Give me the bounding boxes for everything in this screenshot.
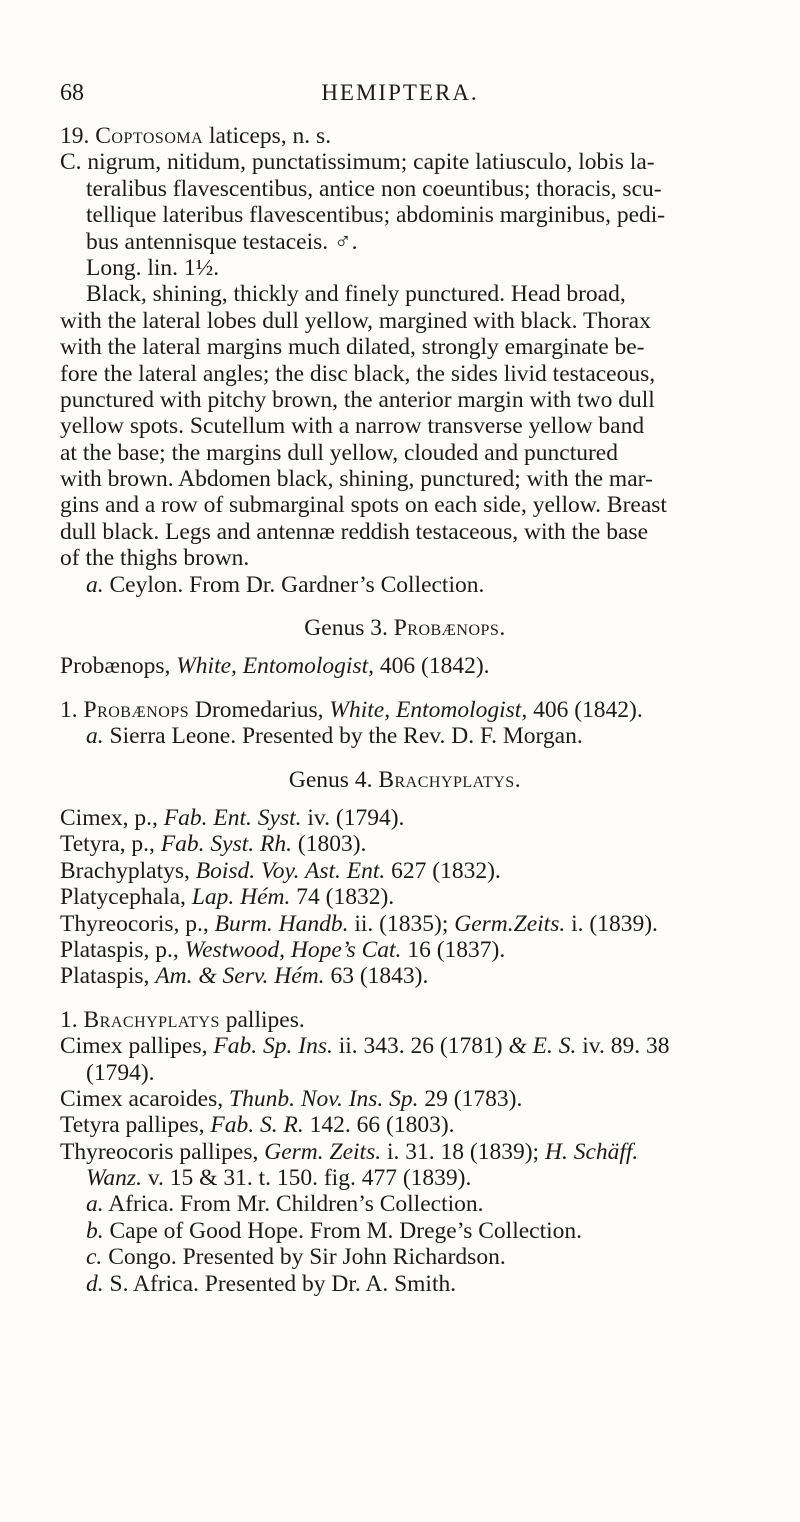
length-line: Long. lin. 1½. — [86, 254, 220, 281]
species-number: 1. — [60, 1006, 84, 1033]
reference-detail: 142. 66 (1803). — [303, 1112, 455, 1139]
reference-continuation: (1794). — [86, 1059, 155, 1086]
reference-citation: H. Schäff. — [544, 1138, 639, 1165]
genus-name: Coptosoma — [95, 123, 204, 149]
specimen-text: Ceylon. From Dr. Gardner’s Collection. — [103, 571, 485, 598]
specimen-letter: d. — [86, 1270, 104, 1297]
specimen-text: Congo. Presented by Sir John Richardson. — [102, 1244, 506, 1271]
synonym-name: Tetyra, p., — [60, 831, 161, 858]
description-line: yellow spots. Scutellum with a narrow transverse yellow band — [60, 413, 645, 440]
reference-detail: 29 (1783). — [418, 1085, 523, 1112]
reference-name: Cimex pallipes, — [60, 1033, 214, 1060]
reference-line — [60, 1139, 750, 1165]
reference-detail: v. 15 & 31. t. 150. fig. 477 (1839). — [141, 1165, 472, 1192]
latin-description-line: C. nigrum, nitidum, punctatissimum; capite latiusculo, lobis la- — [60, 149, 655, 176]
reference-detail: iv. 89. 38 — [576, 1033, 670, 1060]
page-number: 68 — [60, 80, 84, 106]
reference-citation: Thunb. Nov. Ins. Sp. — [229, 1085, 419, 1112]
synonym-line — [60, 653, 750, 679]
synonym-line — [60, 963, 750, 989]
description-line: with the lateral lobes dull yellow, margined with black. Thorax — [60, 307, 651, 334]
reference-line — [60, 1112, 750, 1138]
synonym-date: iv. (1794). — [301, 804, 405, 831]
synonym-date: 74 (1832). — [290, 884, 395, 911]
reference-name: Cimex acaroides, — [60, 1085, 230, 1112]
synonym-citation: Boisd. Voy. Ast. Ent. — [195, 857, 386, 884]
specimen-text: Cape of Good Hope. From M. Drege’s Collection. — [103, 1217, 583, 1244]
species-number: 1. — [60, 696, 84, 723]
synonym-date: ii. (1835); — [348, 910, 455, 937]
synonym-citation: Am. & Serv. Hém. — [155, 963, 325, 990]
species-epithet: pallipes. — [219, 1006, 305, 1033]
latin-description-line: bus antennisque testaceis. ♂. — [86, 228, 358, 255]
reference-citation: Fab. S. R. — [210, 1112, 304, 1139]
specimen-letter: a. — [86, 1191, 104, 1218]
genus-label: Genus 4. — [288, 766, 379, 793]
specimen-entry — [60, 572, 750, 598]
genus-heading — [60, 615, 750, 641]
synonym-line — [60, 884, 750, 910]
reference-citation: & E. S. — [508, 1033, 577, 1060]
synonym-date: 16 (1837). — [401, 936, 506, 963]
synonym-name: Probænops, — [60, 653, 177, 680]
specimen-entry — [60, 1218, 750, 1244]
synonym-line — [60, 858, 750, 884]
species-epithet: Dromedarius, — [189, 696, 330, 723]
synonym-line — [60, 831, 750, 857]
synonym-date: i. (1839). — [565, 910, 658, 937]
specimen-entry — [60, 723, 750, 749]
genus-name: Brachyplatys — [83, 1006, 220, 1033]
synonym-date: (1803). — [292, 831, 367, 858]
synonym-name: Brachyplatys, — [60, 857, 196, 884]
specimen-letter: b. — [86, 1217, 104, 1244]
synonym-citation: Fab. Syst. Rh. — [160, 831, 293, 858]
specimen-entry — [60, 1191, 750, 1217]
reference-citation: Wanz. — [86, 1165, 142, 1192]
synonym-line — [60, 805, 750, 831]
specimen-letter: a. — [86, 723, 104, 750]
synonym-citation: White, Entomologist, — [176, 653, 374, 680]
specimen-entry — [60, 1271, 750, 1297]
description-line: punctured with pitchy brown, the anterior margin with two dull — [60, 386, 655, 413]
synonym-line — [60, 911, 750, 937]
synonym-citation: Westwood, Hope’s Cat. — [184, 936, 402, 963]
reference-citation: Fab. Sp. Ins. — [213, 1033, 333, 1060]
description-line: gins and a row of submarginal spots on each side, yellow. Breast — [60, 492, 667, 519]
page-body — [60, 123, 750, 1297]
reference-citation: Germ. Zeits. — [264, 1138, 382, 1165]
species-heading — [60, 1007, 750, 1033]
synonym-date: 63 (1843). — [324, 963, 429, 990]
reference-name: Tetyra pallipes, — [60, 1112, 211, 1139]
reference-line — [60, 1086, 750, 1112]
synonym-name: Plataspis, p., — [60, 936, 185, 963]
reference-line — [60, 1033, 750, 1059]
specimen-text: Africa. From Mr. Children’s Collection. — [103, 1191, 484, 1218]
genus-name: Brachyplatys. — [378, 766, 522, 793]
synonym-name: Cimex, p., — [60, 804, 164, 831]
page-header — [0, 80, 800, 114]
genus-label: Genus 3. — [304, 615, 394, 642]
description-line: with brown. Abdomen black, shining, punctured; with the mar- — [60, 466, 653, 493]
latin-description-line: tellique lateribus flavescentibus; abdominis marginibus, pedi- — [86, 202, 666, 229]
synonym-citation: Fab. Ent. Syst. — [163, 804, 302, 831]
synonym-line — [60, 937, 750, 963]
description-line: dull black. Legs and antennæ reddish testaceous, with the base — [60, 518, 648, 545]
synonym-name: Platycephala, — [60, 884, 192, 911]
description-line: with the lateral margins much dilated, strongly emarginate be- — [60, 334, 645, 361]
reference-detail: i. 31. 18 (1839); — [381, 1138, 545, 1165]
description-line: Black, shining, thickly and finely punctured. Head broad, — [86, 281, 626, 308]
species-heading — [60, 123, 750, 149]
specimen-letter: a. — [86, 571, 104, 598]
specimen-text: Sierra Leone. Presented by the Rev. D. F. Morgan. — [103, 723, 583, 750]
running-head: HEMIPTERA. — [321, 80, 479, 105]
genus-name: Probænops. — [393, 615, 506, 642]
description-line: of the thighs brown. — [60, 545, 250, 572]
specimen-text: S. Africa. Presented by Dr. A. Smith. — [103, 1270, 457, 1297]
genus-name: Probænops — [83, 696, 190, 723]
synonym-date: 406 (1842). — [374, 653, 490, 680]
synonym-date: 627 (1832). — [385, 857, 501, 884]
latin-description-line: teralibus flavescentibus, antice non coeuntibus; thoracis, scu- — [86, 175, 662, 202]
description-line: fore the lateral angles; the disc black, the sides livid testaceous, — [60, 360, 656, 387]
species-heading — [60, 697, 750, 723]
synonym-name: Plataspis, — [60, 963, 156, 990]
specimen-letter: c. — [86, 1244, 103, 1271]
description-line: at the base; the margins dull yellow, clouded and punctured — [60, 439, 618, 466]
reference-name: Thyreocoris pallipes, — [60, 1138, 265, 1165]
reference-continuation — [60, 1165, 750, 1191]
synonym-citation: Germ.Zeits. — [454, 910, 566, 937]
reference-detail: ii. 343. 26 (1781) — [332, 1033, 509, 1060]
synonym-citation: Lap. Hém. — [191, 884, 291, 911]
species-number: 19. — [60, 123, 96, 149]
synonym-name: Thyreocoris, p., — [60, 910, 215, 937]
synonym-citation: Burm. Handb. — [214, 910, 349, 937]
specimen-entry — [60, 1244, 750, 1270]
species-epithet: laticeps, n. s. — [203, 123, 332, 149]
genus-heading — [60, 767, 750, 793]
species-date: 406 (1842). — [527, 696, 643, 723]
species-citation: White, Entomologist, — [329, 696, 528, 723]
